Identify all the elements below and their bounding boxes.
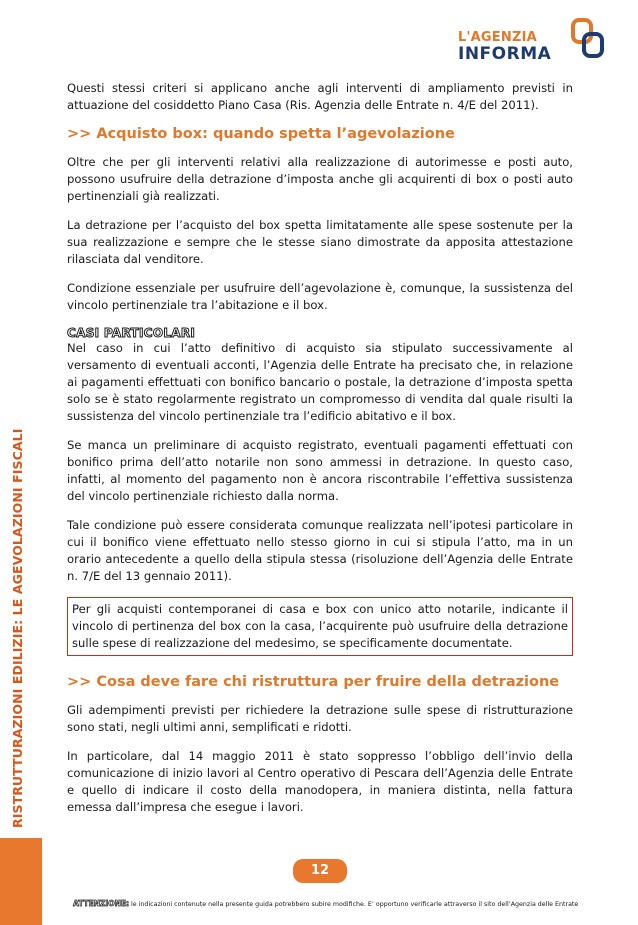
page-number: 12 (293, 859, 347, 883)
sidebar-section-title: RISTRUTTURAZIONI EDILIZIE: LE AGEVOLAZIONI FISCALI (10, 428, 25, 828)
paragraph-stesso-giorno: Tale condizione può essere considerata comunque realizzata nell’ipotesi particolare in cui il bonifico viene effettuato nello stesso giorno in cui si stipula l’atto, ma in un orario antecedente a quello della stipula stessa (risoluzione dell’Agenzia delle Entrate n. 7/E del 13 gennaio 2011). (67, 518, 573, 583)
logo-line2: INFORMA (458, 44, 552, 64)
footer-text: le indicazioni contenute nella presente guida potrebbero subire modifiche. E’ opportuno verificarle attraverso il sito dell’Agenzia delle Entrate (129, 901, 579, 908)
heading-acquisto-box: >> Acquisto box: quando spetta l’agevolazione (67, 126, 455, 142)
sidebar-accent-bar (0, 838, 42, 925)
highlight-box-text: Per gli acquisti contemporanei di casa e box con unico atto notarile, indicante il vincolo di pertinenza del box con la casa, l’acquirente può usufruire della detrazione sulle spese di realizzazione del medesimo, se specificamente documentate. (72, 602, 568, 650)
paragraph-14-maggio: In particolare, dal 14 maggio 2011 è stato soppresso l’obbligo dell’invio della comunicazione di inizio lavori al Centro operativo di Pescara dell’Agenzia delle Entrate e quello di indicare il costo della manodopera, in maniera distinta, nella fattura emessa dall’impresa che esegue i lavori. (67, 749, 573, 814)
agenzia-informa-logo (458, 14, 618, 64)
paragraph-semplificazioni: Gli adempimenti previsti per richiedere la detrazione sulle spese di ristrutturazione sono stati, negli ultimi anni, semplificati e ridotti. (67, 703, 573, 734)
paragraph-vincolo-pertinenziale: Condizione essenziale per usufruire dell’agevolazione è, comunque, la sussistenza del vincolo pertinenziale tra l’abitazione e il box. (67, 281, 573, 312)
paragraph-acconti: Nel caso in cui l’atto definitivo di acquisto sia stipulato successivamente al versamento di eventuali acconti, l’Agenzia delle Entrate ha precisato che, in relazione ai pagamenti effettuati con bonifico bancario o postale, la detrazione d’imposta spetta solo se è stato regolarmente registrato un compromesso di vendita dal quale risulti la sussistenza del vincolo pertinenziale tra l’edificio abitativo e il box. (67, 341, 573, 423)
paragraph-limiti-detrazione: La detrazione per l’acquisto del box spetta limitatamente alle spese sostenute per la sua realizzazione e sempre che le stesse siano dimostrate da apposita attestazione rilasciata dal venditore. (67, 218, 573, 266)
logo-mark-icon (570, 18, 606, 60)
footer-warning-label: ATTENZIONE: (73, 899, 130, 908)
paragraph-acquirenti-box: Oltre che per gli interventi relativi alla realizzazione di autorimesse e posti auto, possono usufruire della detrazione d’imposta anche gli acquirenti di box o posti auto pertinenziali già realizzati. (67, 155, 573, 203)
subheading-casi-particolari: CASI PARTICOLARI (67, 326, 196, 340)
footer-disclaimer (73, 899, 578, 908)
heading-adempimenti: >> Cosa deve fare chi ristruttura per fruire della detrazione (67, 674, 560, 690)
page-content (67, 80, 573, 828)
highlight-box (67, 597, 573, 656)
logo-line1: L'AGENZIA (458, 30, 537, 45)
paragraph-preliminare: Se manca un preliminare di acquisto registrato, eventuali pagamenti effettuati con bonifico prima dell’atto notarile non sono ammessi in detrazione. In questo caso, infatti, al momento del pagamento non è ancora riscontrabile l’effettiva sussistenza del vincolo pertinenziale richiesto dalla norma. (67, 438, 573, 503)
paragraph-piano-casa: Questi stessi criteri si applicano anche agli interventi di ampliamento previsti in attuazione del cosiddetto Piano Casa (Ris. Agenzia delle Entrate n. 4/E del 2011). (67, 81, 573, 112)
